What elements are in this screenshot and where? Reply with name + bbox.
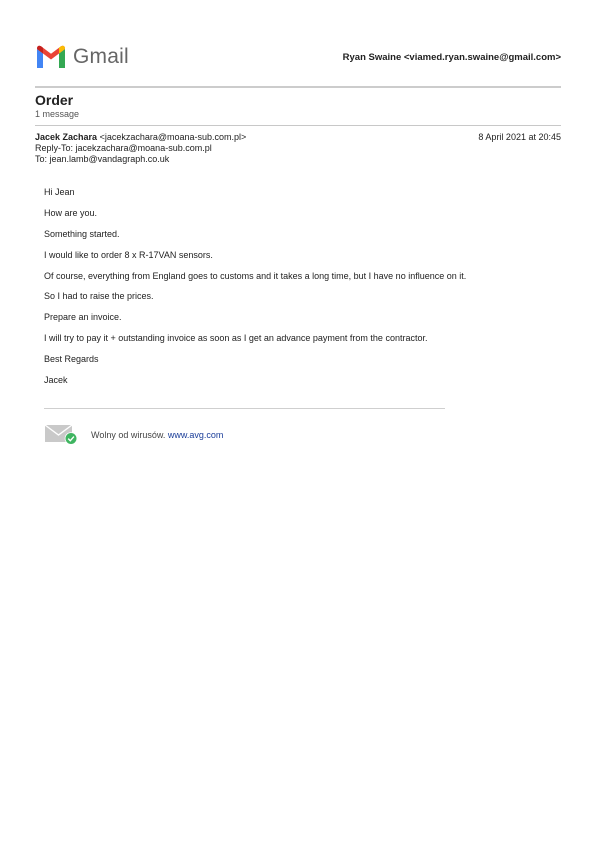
body-line: Hi Jean <box>44 187 75 197</box>
account-address: Ryan Swaine <viamed.ryan.swaine@gmail.com> <box>342 52 561 63</box>
body-line: I will try to pay it + outstanding invoice as soon as I get an advance payment from the contractor. <box>44 333 428 344</box>
body-line: Best Regards <box>44 354 99 365</box>
message-body <box>44 187 554 396</box>
header-divider <box>35 86 561 88</box>
reply-to-line: Reply-To: jacekzachara@moana-sub.com.pl <box>35 143 212 153</box>
body-line: How are you. <box>44 207 98 218</box>
sender-email: <jacekzachara@moana-sub.com.pl> <box>99 132 247 142</box>
message-date: 8 April 2021 at 20:45 <box>478 132 561 142</box>
gmail-logo-icon <box>35 44 67 68</box>
body-line: Jacek <box>44 375 68 386</box>
message-divider <box>35 125 561 126</box>
sender-line <box>35 132 246 142</box>
thread-subject: Order <box>35 92 74 108</box>
body-line: Something started. <box>44 228 120 239</box>
avg-link[interactable]: www.avg.com <box>167 430 224 440</box>
gmail-wordmark: Gmail <box>73 45 129 68</box>
body-line: So I had to raise the prices. <box>44 291 154 302</box>
gmail-header <box>35 44 561 70</box>
signature-divider <box>44 408 445 409</box>
message-count: 1 message <box>35 109 80 119</box>
virus-free-text: Wolny od wirusów. <box>91 430 166 440</box>
body-line: Of course, everything from England goes to customs and it takes a long time, but I have no influence on it. <box>44 270 467 281</box>
envelope-check-icon <box>44 424 78 446</box>
body-line: Prepare an invoice. <box>44 312 122 323</box>
to-line: To: jean.lamb@vandagraph.co.uk <box>35 154 170 164</box>
sender-name: Jacek Zachara <box>35 132 98 142</box>
virus-free-notice <box>91 430 223 440</box>
body-line: I would like to order 8 x R-17VAN sensors. <box>44 249 213 260</box>
